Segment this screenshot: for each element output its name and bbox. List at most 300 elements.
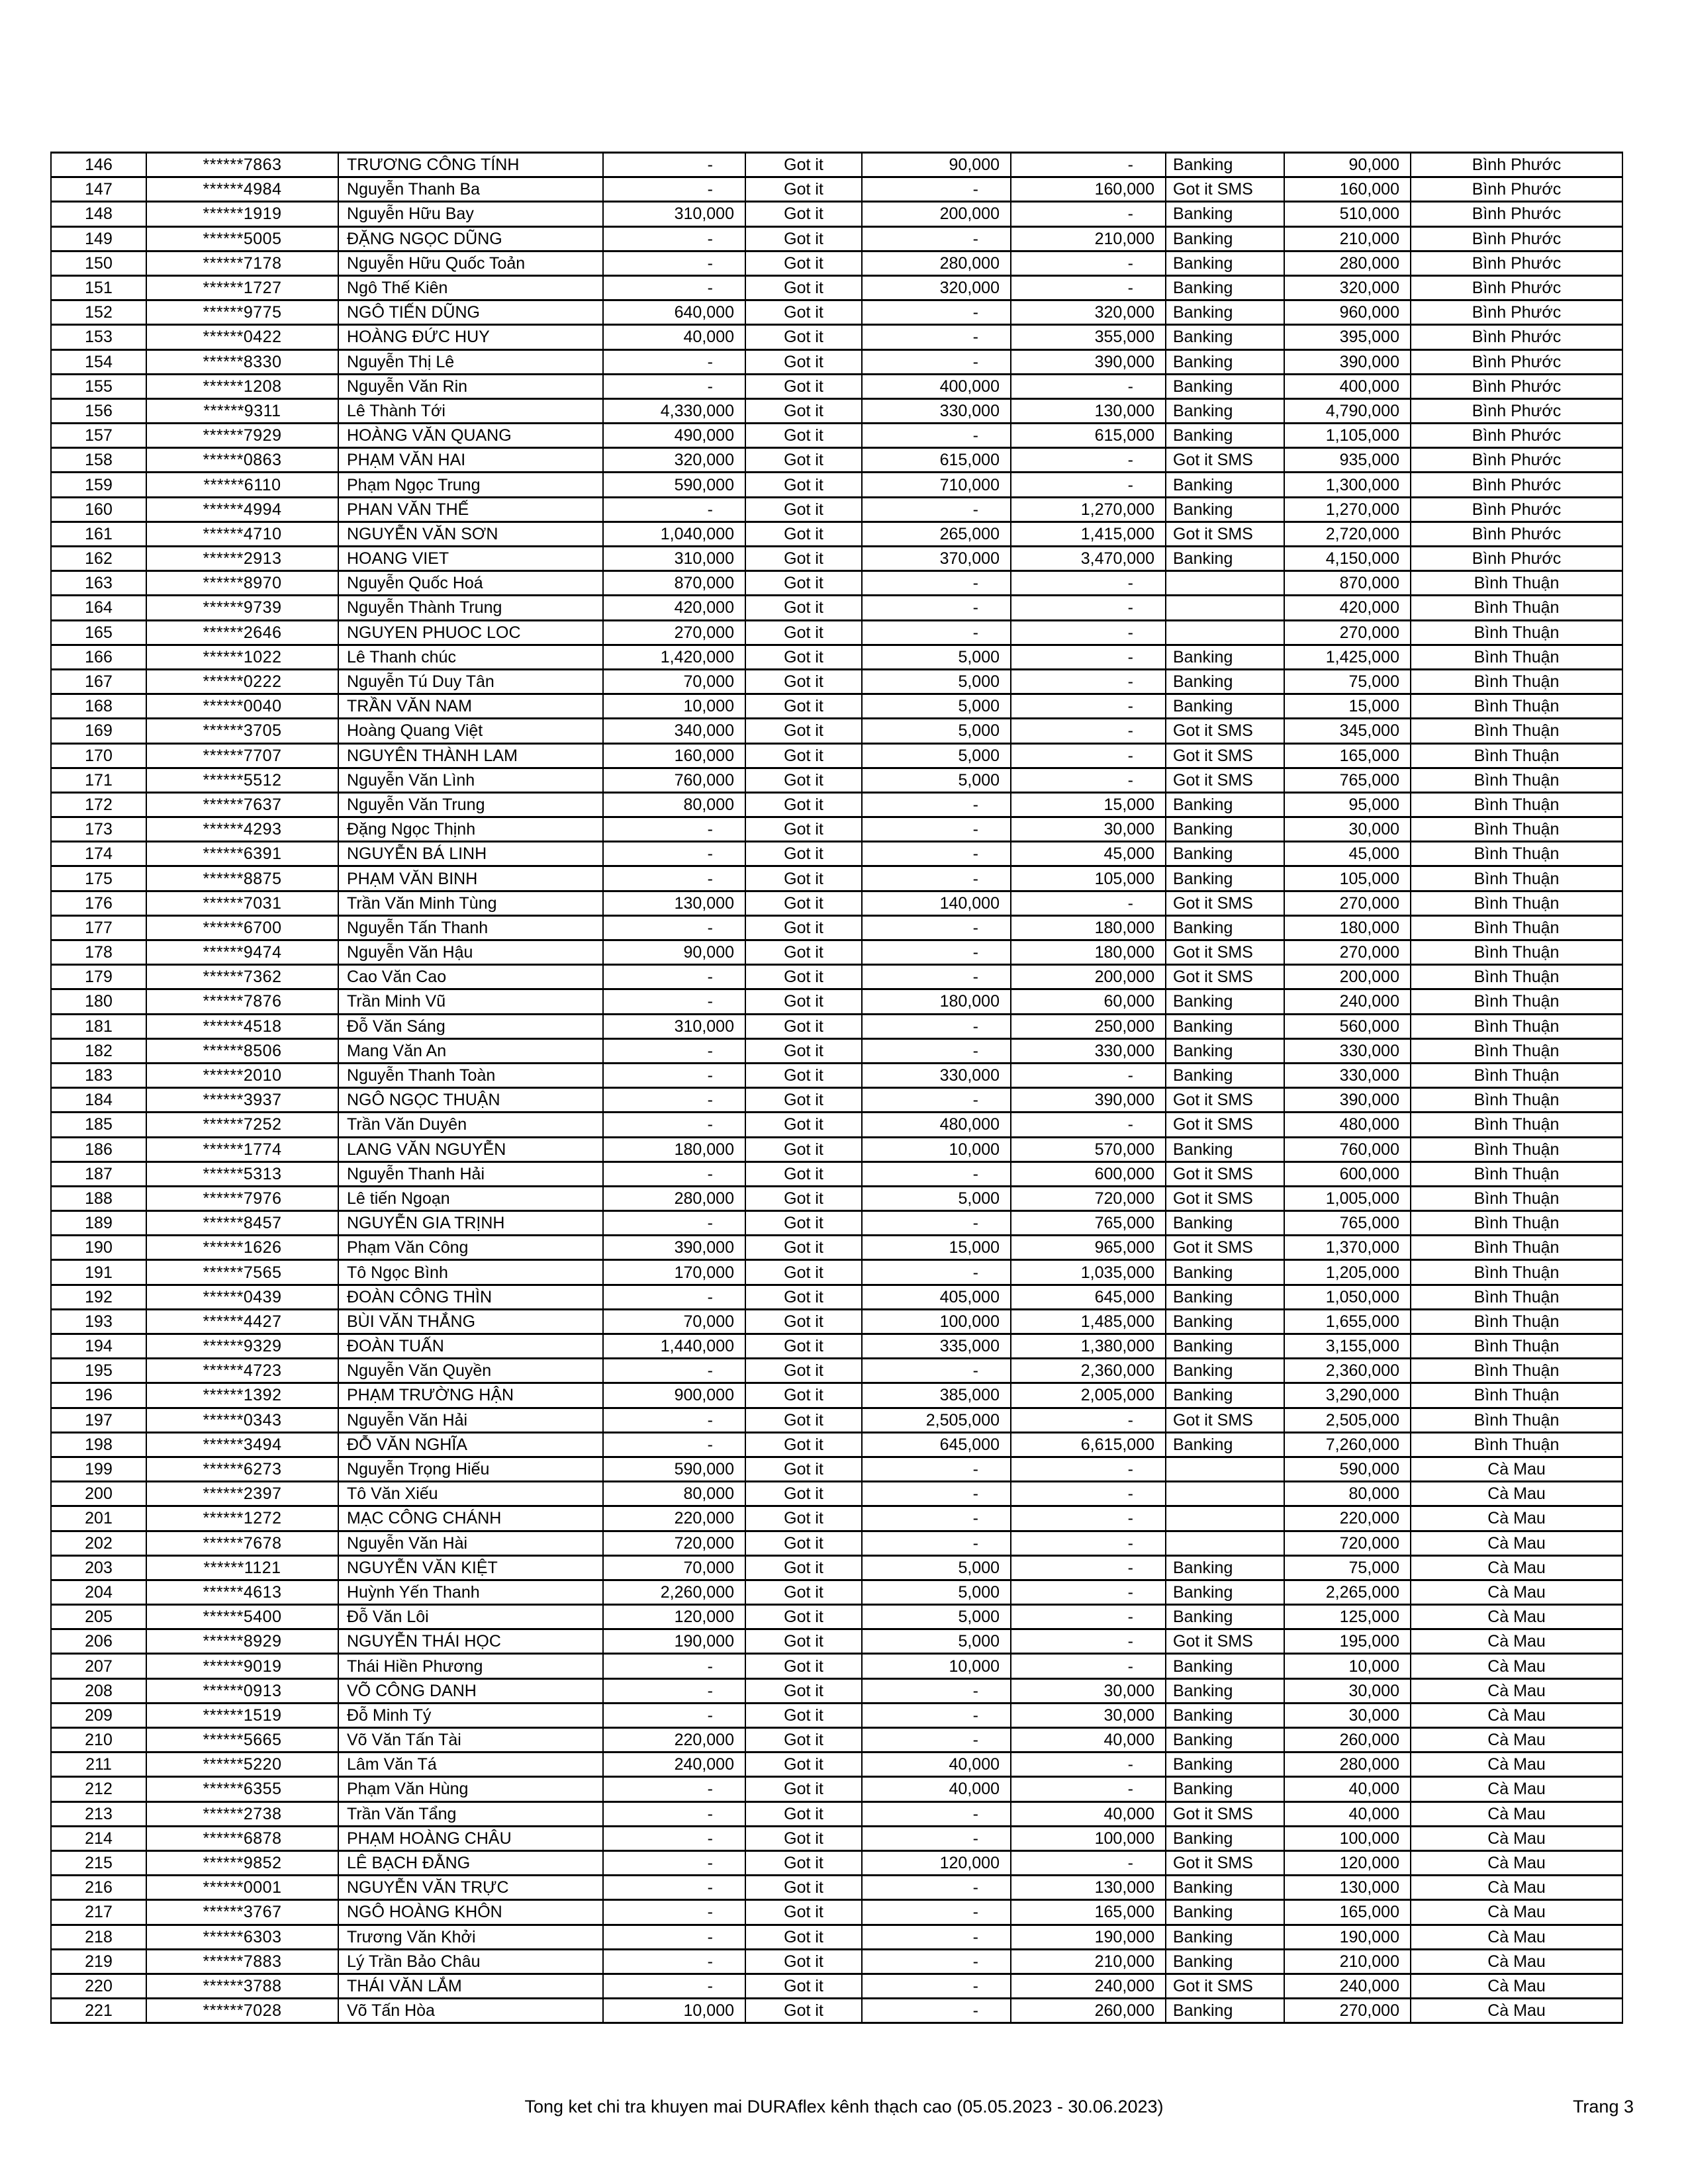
total-amount: 240,000 (1284, 1974, 1411, 1998)
payment-channel: Got it SMS (1166, 940, 1284, 965)
amount-period2: 120,000 (862, 1850, 1011, 1875)
row-number: 162 (51, 547, 146, 571)
amount-period2: 385,000 (862, 1383, 1011, 1408)
amount-period1: 760,000 (603, 768, 745, 792)
account-masked: ******4723 (146, 1359, 338, 1383)
table-row (51, 694, 1622, 719)
amount-period3: 3,470,000 (1011, 547, 1166, 571)
amount-period1: - (603, 1432, 745, 1457)
payment-channel: Got it SMS (1166, 965, 1284, 989)
amount-period2: - (862, 1678, 1011, 1703)
amount-period1: 120,000 (603, 1605, 745, 1629)
row-number: 149 (51, 226, 146, 251)
amount-period3: 615,000 (1011, 424, 1166, 448)
total-amount: 560,000 (1284, 1014, 1411, 1038)
payment-channel: Banking (1166, 1137, 1284, 1161)
amount-period1: - (603, 817, 745, 842)
table-row (51, 1826, 1622, 1850)
customer-name: LANG VĂN NGUYỄN (338, 1137, 603, 1161)
total-amount: 400,000 (1284, 374, 1411, 398)
amount-period3: 1,415,000 (1011, 522, 1166, 546)
row-number: 213 (51, 1801, 146, 1826)
customer-name: Nguyễn Hữu Quốc Toản (338, 251, 603, 275)
amount-period1: 1,440,000 (603, 1334, 745, 1359)
total-amount: 180,000 (1284, 915, 1411, 940)
footer-page-number: Trang 3 (1572, 2097, 1634, 2116)
payment-channel: Banking (1166, 1999, 1284, 2023)
account-masked: ******8330 (146, 349, 338, 374)
table-row (51, 1850, 1622, 1875)
customer-name: Nguyễn Văn Quyền (338, 1359, 603, 1383)
customer-name: Đặng Ngọc Thịnh (338, 817, 603, 842)
amount-period1: - (603, 1113, 745, 1137)
payout-table (50, 152, 1623, 2024)
status-label: Got it (745, 1555, 862, 1580)
province: Bình Thuận (1411, 1088, 1622, 1113)
payment-channel: Banking (1166, 866, 1284, 891)
customer-name: Lý Trần Bảo Châu (338, 1949, 603, 1974)
account-masked: ******3494 (146, 1432, 338, 1457)
status-label: Got it (745, 1236, 862, 1260)
account-masked: ******4994 (146, 497, 338, 522)
payment-channel: Banking (1166, 1876, 1284, 1900)
payment-channel: Got it SMS (1166, 1801, 1284, 1826)
table-row (51, 915, 1622, 940)
account-masked: ******0040 (146, 694, 338, 719)
customer-name: Lê Thành Tới (338, 398, 603, 423)
table-row (51, 792, 1622, 817)
amount-period3: - (1011, 1113, 1166, 1137)
account-masked: ******7678 (146, 1531, 338, 1555)
amount-period1: 280,000 (603, 1186, 745, 1210)
amount-period2: - (862, 1900, 1011, 1925)
status-label: Got it (745, 1752, 862, 1777)
customer-name: Phạm Văn Hùng (338, 1777, 603, 1801)
amount-period3: 40,000 (1011, 1801, 1166, 1826)
amount-period2: 180,000 (862, 989, 1011, 1014)
amount-period1: 160,000 (603, 743, 745, 768)
amount-period1: - (603, 226, 745, 251)
customer-name: Nguyễn Thị Lê (338, 349, 603, 374)
amount-period2: 40,000 (862, 1777, 1011, 1801)
row-number: 196 (51, 1383, 146, 1408)
payment-channel: Banking (1166, 1728, 1284, 1752)
amount-period3: - (1011, 1408, 1166, 1432)
province: Cà Mau (1411, 1506, 1622, 1531)
province: Bình Thuận (1411, 1383, 1622, 1408)
province: Bình Thuận (1411, 1014, 1622, 1038)
customer-name: NGUYỄN VĂN KIỆT (338, 1555, 603, 1580)
status-label: Got it (745, 842, 862, 866)
amount-period3: 165,000 (1011, 1900, 1166, 1925)
row-number: 158 (51, 448, 146, 473)
account-masked: ******3705 (146, 719, 338, 743)
total-amount: 270,000 (1284, 1999, 1411, 2023)
status-label: Got it (745, 325, 862, 349)
amount-period3: 765,000 (1011, 1211, 1166, 1236)
amount-period2: - (862, 1260, 1011, 1285)
province: Bình Phước (1411, 177, 1622, 202)
row-number: 198 (51, 1432, 146, 1457)
total-amount: 510,000 (1284, 202, 1411, 226)
status-label: Got it (745, 275, 862, 300)
total-amount: 270,000 (1284, 940, 1411, 965)
payment-channel: Banking (1166, 1900, 1284, 1925)
customer-name: ĐOÀN CÔNG THÌN (338, 1285, 603, 1309)
amount-period2: 265,000 (862, 522, 1011, 546)
status-label: Got it (745, 1088, 862, 1113)
amount-period1: - (603, 965, 745, 989)
province: Bình Phước (1411, 349, 1622, 374)
customer-name: Lâm Văn Tá (338, 1752, 603, 1777)
table-row (51, 275, 1622, 300)
account-masked: ******2010 (146, 1063, 338, 1087)
account-masked: ******6273 (146, 1457, 338, 1481)
amount-period2: 5,000 (862, 743, 1011, 768)
amount-period3: 355,000 (1011, 325, 1166, 349)
status-label: Got it (745, 1383, 862, 1408)
row-number: 203 (51, 1555, 146, 1580)
table-row (51, 842, 1622, 866)
amount-period3: - (1011, 473, 1166, 497)
row-number: 221 (51, 1999, 146, 2023)
province: Bình Thuận (1411, 1161, 1622, 1186)
account-masked: ******1121 (146, 1555, 338, 1580)
account-masked: ******7031 (146, 891, 338, 915)
row-number: 220 (51, 1974, 146, 1998)
customer-name: Nguyễn Văn Lình (338, 768, 603, 792)
row-number: 200 (51, 1482, 146, 1506)
amount-period3: - (1011, 1850, 1166, 1875)
account-masked: ******0222 (146, 669, 338, 694)
account-masked: ******6391 (146, 842, 338, 866)
payment-channel: Banking (1166, 792, 1284, 817)
customer-name: ĐỖ VĂN NGHĨA (338, 1432, 603, 1457)
row-number: 191 (51, 1260, 146, 1285)
table-row (51, 817, 1622, 842)
payment-channel: Got it SMS (1166, 1161, 1284, 1186)
table-row (51, 251, 1622, 275)
customer-name: MẠC CÔNG CHÁNH (338, 1506, 603, 1531)
customer-name: Nguyễn Thành Trung (338, 596, 603, 620)
status-label: Got it (745, 792, 862, 817)
amount-period1: 220,000 (603, 1506, 745, 1531)
payment-channel: Banking (1166, 300, 1284, 325)
amount-period3: - (1011, 1605, 1166, 1629)
account-masked: ******4427 (146, 1309, 338, 1334)
payment-channel: Got it SMS (1166, 177, 1284, 202)
amount-period3: 1,035,000 (1011, 1260, 1166, 1285)
table-row (51, 1038, 1622, 1063)
total-amount: 40,000 (1284, 1777, 1411, 1801)
amount-period1: - (603, 1801, 745, 1826)
row-number: 186 (51, 1137, 146, 1161)
account-masked: ******5005 (146, 226, 338, 251)
account-masked: ******4710 (146, 522, 338, 546)
row-number: 155 (51, 374, 146, 398)
amount-period3: - (1011, 694, 1166, 719)
province: Cà Mau (1411, 1678, 1622, 1703)
table-row (51, 547, 1622, 571)
province: Cà Mau (1411, 1629, 1622, 1654)
amount-period3: - (1011, 645, 1166, 669)
account-masked: ******2397 (146, 1482, 338, 1506)
payment-channel: Banking (1166, 1605, 1284, 1629)
table-row (51, 202, 1622, 226)
amount-period3: 1,270,000 (1011, 497, 1166, 522)
payment-channel: Banking (1166, 1014, 1284, 1038)
payment-channel (1166, 1482, 1284, 1506)
account-masked: ******9329 (146, 1334, 338, 1359)
amount-period1: - (603, 1088, 745, 1113)
table-row (51, 1531, 1622, 1555)
amount-period2: - (862, 571, 1011, 596)
customer-name: VÕ CÔNG DANH (338, 1678, 603, 1703)
amount-period3: 130,000 (1011, 1876, 1166, 1900)
payment-channel (1166, 1531, 1284, 1555)
table-row (51, 940, 1622, 965)
customer-name: Nguyễn Tú Duy Tân (338, 669, 603, 694)
payment-channel: Got it SMS (1166, 448, 1284, 473)
table-row (51, 1063, 1622, 1087)
total-amount: 90,000 (1284, 153, 1411, 177)
total-amount: 120,000 (1284, 1850, 1411, 1875)
table-row (51, 1900, 1622, 1925)
total-amount: 80,000 (1284, 1482, 1411, 1506)
payment-channel: Got it SMS (1166, 1629, 1284, 1654)
amount-period2: - (862, 325, 1011, 349)
total-amount: 95,000 (1284, 792, 1411, 817)
payment-channel: Banking (1166, 325, 1284, 349)
total-amount: 765,000 (1284, 1211, 1411, 1236)
status-label: Got it (745, 866, 862, 891)
customer-name: Trần Văn Minh Tùng (338, 891, 603, 915)
total-amount: 2,360,000 (1284, 1359, 1411, 1383)
row-number: 201 (51, 1506, 146, 1531)
amount-period2: 405,000 (862, 1285, 1011, 1309)
amount-period1: - (603, 374, 745, 398)
total-amount: 760,000 (1284, 1137, 1411, 1161)
payment-channel: Banking (1166, 374, 1284, 398)
amount-period1: - (603, 251, 745, 275)
customer-name: Trần Minh Vũ (338, 989, 603, 1014)
payment-channel: Banking (1166, 1432, 1284, 1457)
total-amount: 765,000 (1284, 768, 1411, 792)
table-row (51, 645, 1622, 669)
table-row (51, 1876, 1622, 1900)
amount-period3: - (1011, 1506, 1166, 1531)
amount-period1: 420,000 (603, 596, 745, 620)
payment-channel: Banking (1166, 1285, 1284, 1309)
total-amount: 4,790,000 (1284, 398, 1411, 423)
total-amount: 210,000 (1284, 226, 1411, 251)
table-row (51, 1211, 1622, 1236)
account-masked: ******7707 (146, 743, 338, 768)
province: Cà Mau (1411, 1850, 1622, 1875)
row-number: 154 (51, 349, 146, 374)
account-masked: ******8929 (146, 1629, 338, 1654)
row-number: 148 (51, 202, 146, 226)
status-label: Got it (745, 1014, 862, 1038)
account-masked: ******0343 (146, 1408, 338, 1432)
total-amount: 210,000 (1284, 1949, 1411, 1974)
province: Bình Thuận (1411, 743, 1622, 768)
province: Cà Mau (1411, 1999, 1622, 2023)
amount-period1: 590,000 (603, 1457, 745, 1481)
row-number: 147 (51, 177, 146, 202)
amount-period1: 4,330,000 (603, 398, 745, 423)
amount-period2: 5,000 (862, 669, 1011, 694)
total-amount: 1,050,000 (1284, 1285, 1411, 1309)
amount-period1: - (603, 275, 745, 300)
province: Bình Thuận (1411, 866, 1622, 891)
amount-period1: - (603, 177, 745, 202)
amount-period3: - (1011, 1777, 1166, 1801)
customer-name: Ngô Thế Kiên (338, 275, 603, 300)
table-row (51, 1260, 1622, 1285)
status-label: Got it (745, 1678, 862, 1703)
amount-period3: 240,000 (1011, 1974, 1166, 1998)
amount-period1: - (603, 1850, 745, 1875)
account-masked: ******4984 (146, 177, 338, 202)
province: Bình Phước (1411, 398, 1622, 423)
amount-period2: - (862, 497, 1011, 522)
amount-period2: - (862, 940, 1011, 965)
amount-period2: 5,000 (862, 694, 1011, 719)
amount-period1: - (603, 349, 745, 374)
table-row (51, 1088, 1622, 1113)
account-masked: ******6878 (146, 1826, 338, 1850)
amount-period2: - (862, 1974, 1011, 1998)
province: Cà Mau (1411, 1900, 1622, 1925)
payment-channel: Banking (1166, 153, 1284, 177)
account-masked: ******7362 (146, 965, 338, 989)
row-number: 194 (51, 1334, 146, 1359)
total-amount: 40,000 (1284, 1801, 1411, 1826)
amount-period2: - (862, 1949, 1011, 1974)
customer-name: NGUYÊN THÀNH LAM (338, 743, 603, 768)
customer-name: PHẠM TRƯỜNG HẬN (338, 1383, 603, 1408)
account-masked: ******6303 (146, 1925, 338, 1949)
payout-table-body (51, 153, 1622, 2023)
province: Bình Phước (1411, 424, 1622, 448)
province: Cà Mau (1411, 1580, 1622, 1604)
table-row (51, 1752, 1622, 1777)
account-masked: ******1022 (146, 645, 338, 669)
table-row (51, 1334, 1622, 1359)
total-amount: 960,000 (1284, 300, 1411, 325)
amount-period1: - (603, 1211, 745, 1236)
amount-period1: - (603, 1900, 745, 1925)
total-amount: 2,720,000 (1284, 522, 1411, 546)
table-row (51, 1703, 1622, 1727)
total-amount: 600,000 (1284, 1161, 1411, 1186)
amount-period2: 280,000 (862, 251, 1011, 275)
customer-name: Nguyễn Văn Hải (338, 1408, 603, 1432)
account-masked: ******8457 (146, 1211, 338, 1236)
status-label: Got it (745, 1876, 862, 1900)
amount-period2: 10,000 (862, 1654, 1011, 1678)
total-amount: 480,000 (1284, 1113, 1411, 1137)
total-amount: 125,000 (1284, 1605, 1411, 1629)
status-label: Got it (745, 226, 862, 251)
amount-period1: - (603, 842, 745, 866)
status-label: Got it (745, 398, 862, 423)
province: Cà Mau (1411, 1826, 1622, 1850)
row-number: 160 (51, 497, 146, 522)
row-number: 208 (51, 1678, 146, 1703)
payment-channel: Got it SMS (1166, 522, 1284, 546)
payment-channel: Banking (1166, 497, 1284, 522)
row-number: 209 (51, 1703, 146, 1727)
amount-period1: 490,000 (603, 424, 745, 448)
amount-period2: 100,000 (862, 1309, 1011, 1334)
account-masked: ******3788 (146, 1974, 338, 1998)
total-amount: 590,000 (1284, 1457, 1411, 1481)
province: Bình Thuận (1411, 719, 1622, 743)
amount-period3: - (1011, 1752, 1166, 1777)
amount-period2: 15,000 (862, 1236, 1011, 1260)
province: Bình Thuận (1411, 1408, 1622, 1432)
table-row (51, 177, 1622, 202)
account-masked: ******2913 (146, 547, 338, 571)
account-masked: ******7929 (146, 424, 338, 448)
account-masked: ******1208 (146, 374, 338, 398)
status-label: Got it (745, 891, 862, 915)
amount-period3: - (1011, 768, 1166, 792)
total-amount: 270,000 (1284, 891, 1411, 915)
account-masked: ******4518 (146, 1014, 338, 1038)
row-number: 199 (51, 1457, 146, 1481)
amount-period1: 320,000 (603, 448, 745, 473)
province: Cà Mau (1411, 1654, 1622, 1678)
amount-period1: 190,000 (603, 1629, 745, 1654)
customer-name: TRƯƠNG CÔNG TÍNH (338, 153, 603, 177)
amount-period3: - (1011, 374, 1166, 398)
amount-period2: 335,000 (862, 1334, 1011, 1359)
row-number: 181 (51, 1014, 146, 1038)
customer-name: Đỗ Minh Tý (338, 1703, 603, 1727)
payment-channel: Banking (1166, 1211, 1284, 1236)
table-row (51, 1605, 1622, 1629)
status-label: Got it (745, 1728, 862, 1752)
amount-period2: 40,000 (862, 1752, 1011, 1777)
row-number: 164 (51, 596, 146, 620)
amount-period1: 900,000 (603, 1383, 745, 1408)
table-row (51, 571, 1622, 596)
account-masked: ******9775 (146, 300, 338, 325)
amount-period3: 390,000 (1011, 1088, 1166, 1113)
total-amount: 330,000 (1284, 1063, 1411, 1087)
amount-period1: 1,420,000 (603, 645, 745, 669)
total-amount: 420,000 (1284, 596, 1411, 620)
amount-period1: 310,000 (603, 547, 745, 571)
amount-period2: 2,505,000 (862, 1408, 1011, 1432)
payment-channel: Got it SMS (1166, 1186, 1284, 1210)
amount-period1: - (603, 1777, 745, 1801)
status-label: Got it (745, 1900, 862, 1925)
row-number: 183 (51, 1063, 146, 1087)
table-row (51, 596, 1622, 620)
account-masked: ******2738 (146, 1801, 338, 1826)
table-row (51, 1801, 1622, 1826)
province: Bình Thuận (1411, 1113, 1622, 1137)
amount-period3: 210,000 (1011, 226, 1166, 251)
total-amount: 10,000 (1284, 1654, 1411, 1678)
amount-period3: - (1011, 743, 1166, 768)
province: Bình Thuận (1411, 1432, 1622, 1457)
province: Cà Mau (1411, 1876, 1622, 1900)
